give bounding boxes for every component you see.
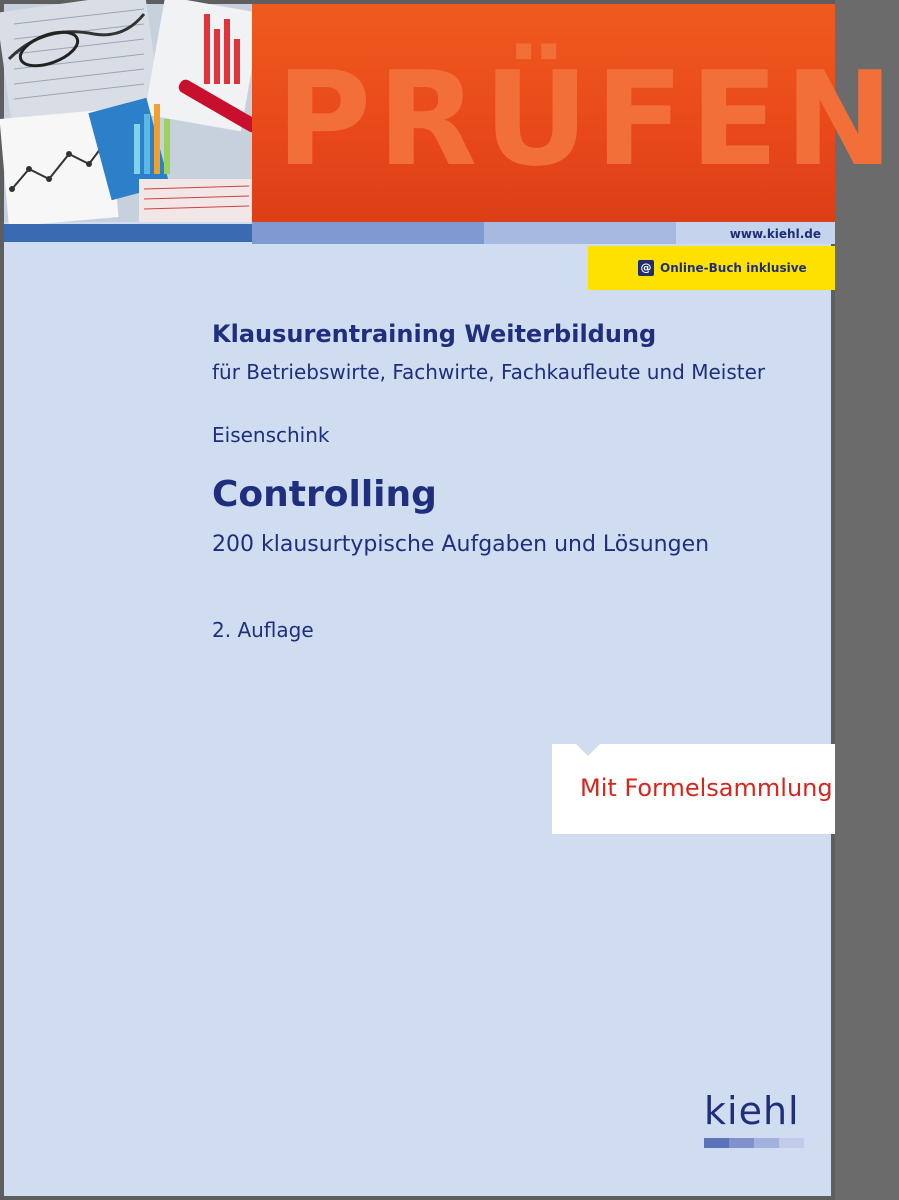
logo-bar-4 xyxy=(779,1138,804,1148)
logo-bar xyxy=(704,1138,804,1148)
banner-word: PRÜFEN xyxy=(276,43,899,195)
website-url[interactable]: www.kiehl.de xyxy=(729,227,821,241)
logo-bar-1 xyxy=(704,1138,729,1148)
book-title: Controlling xyxy=(212,474,437,515)
author-name: Eisenschink xyxy=(212,423,330,447)
series-title: Klausurentraining Weiterbildung xyxy=(212,320,657,348)
cover-photo-image xyxy=(4,4,252,222)
book-description: 200 klausurtypische Aufgaben und Lösungen xyxy=(212,532,710,557)
formula-tag-notch xyxy=(576,744,600,756)
stripe-2 xyxy=(252,222,484,244)
badge-label: Online-Buch inklusive xyxy=(660,261,807,275)
formula-tag xyxy=(552,744,835,834)
online-book-icon: @ xyxy=(638,260,654,276)
title-banner xyxy=(252,4,899,222)
publisher-name: kiehl xyxy=(704,1089,800,1133)
cover-photo xyxy=(4,4,252,222)
logo-bar-2 xyxy=(729,1138,754,1148)
formula-tag-label: Mit Formelsammlung xyxy=(580,774,833,802)
logo-bar-3 xyxy=(754,1138,779,1148)
series-subtitle: für Betriebswirte, Fachwirte, Fachkaufleute und Meister xyxy=(212,360,766,384)
edition-label: 2. Auflage xyxy=(212,618,314,642)
color-stripes xyxy=(4,222,835,244)
publisher-logo xyxy=(704,1089,800,1133)
online-book-badge xyxy=(588,246,835,290)
stripe-3 xyxy=(484,222,676,244)
stripe-1 xyxy=(4,224,252,242)
